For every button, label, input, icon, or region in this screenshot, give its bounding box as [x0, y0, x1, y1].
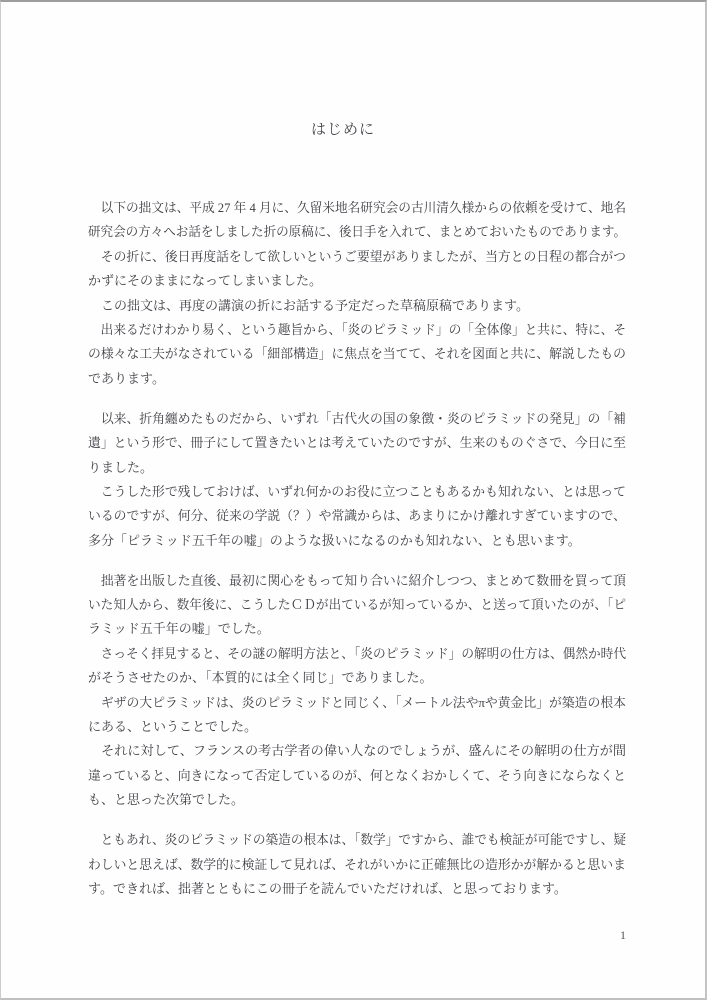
text-line	[88, 318, 626, 342]
text-section	[88, 569, 626, 813]
text-line-content: の様々な工夫がなされている「細部構造」に焦点を当てて、それを図面と共に、解説したもの	[88, 346, 626, 362]
text-line	[88, 529, 626, 553]
text-line-content: にある、ということでした。	[88, 719, 258, 734]
text-line	[88, 504, 626, 528]
page-title: はじめに	[310, 122, 375, 138]
text-section	[88, 828, 626, 901]
text-line	[88, 407, 626, 431]
text-line	[88, 666, 626, 690]
text-line-content: こうした形で残しておけば、いずれ何かのお役に立つこともあるかも知れない、とは思って	[88, 483, 626, 499]
text-line-content: 遺」という形で、冊子にして置きたいとは考えていたのですが、生来のものぐさで、今日に至	[88, 435, 626, 451]
text-line	[88, 739, 626, 763]
text-line-content: 多分「ピラミッド五千年の嘘」のような扱いになるのかも知れない、とも思います。	[88, 532, 581, 548]
text-line	[88, 294, 626, 318]
text-line-content: 研究会の方々へお話をしました折の原稿に、後日手を入れて、まとめておいたものであります。	[88, 224, 626, 240]
text-line	[88, 593, 626, 617]
text-line	[88, 691, 626, 715]
text-line	[88, 342, 626, 366]
text-line	[88, 431, 626, 455]
body-text	[88, 196, 626, 901]
text-line-content: 以来、折角纏めたものだから、いずれ「古代火の国の象徴・炎のピラミッドの発見」の「補	[88, 410, 626, 426]
text-line-content: りました。	[88, 459, 154, 475]
text-line	[88, 480, 626, 504]
text-line-content: す。できれば、拙著とともにこの冊子を読んでいただければ、と思っております。	[88, 880, 567, 896]
text-line-content: いた知人から、数年後に、こうしたＣＤが出ているが知っているか、と送って頂いたのが、「ピ	[88, 597, 626, 613]
text-line	[88, 269, 626, 293]
text-line-content: ギザの大ピラミッドは、炎のピラミッドと同じく、「メートル法やπや黄金比」が築造の根本	[88, 694, 626, 710]
text-line	[88, 245, 626, 269]
text-line-content: 拙著を出版した直後、最初に関心をもって知り合いに紹介しつつ、まとめて数冊を買って頂	[88, 572, 626, 588]
text-line-content: その折に、後日再度話をして欲しいというご要望がありましたが、当方との日程の都合がつ	[88, 248, 626, 264]
text-line	[88, 828, 626, 852]
text-line-content: この拙文は、再度の講演の折にお話する予定だった草稿原稿であります。	[88, 297, 529, 313]
text-line-content: いるのですが、何分、従来の学説（？）や常識からは、あまりにかけ離れすぎていますので、	[88, 508, 626, 524]
text-line	[88, 220, 626, 244]
text-line	[88, 764, 626, 788]
text-line	[88, 715, 626, 739]
text-line	[88, 788, 626, 812]
text-section	[88, 407, 626, 553]
text-line-content: 出来るだけわかり易く、という趣旨から、「炎のピラミッド」の「全体像」と共に、特に、そ	[88, 321, 626, 337]
text-line	[88, 367, 626, 391]
text-line-content: であります。	[88, 370, 165, 386]
text-line-content: 違っていると、向きになって否定しているのが、何となくおかしくて、そう向きにならなくと	[88, 767, 626, 783]
text-line	[88, 642, 626, 666]
text-line-content: わしいと思えば、数学的に検証して見れば、それがいかに正確無比の造形かが解かると思いま	[88, 856, 626, 872]
text-line-content: さっそく拝見すると、その謎の解明方法と、「炎のピラミッド」の解明の仕方は、偶然か時代	[88, 645, 626, 661]
text-line-content: がそうさせたのか、「本質的には全く同じ」でありました。	[88, 670, 433, 686]
text-line-content: 以下の拙文は、平成 27 年 4 月に、久留米地名研究会の古川清久様からの依頼を受けて、地名	[88, 200, 626, 215]
text-line-content: ともあれ、炎のピラミッドの築造の根本は、「数学」ですから、誰でも検証が可能ですし、疑	[88, 832, 626, 848]
text-line	[88, 569, 626, 593]
text-line-content: かずにそのままになってしまいました。	[88, 273, 323, 289]
text-line-content: ラミッド五千年の嘘」でした。	[88, 621, 270, 637]
text-line-content: それに対して、フランスの考古学者の偉い人なのでしょうが、盛んにその解明の仕方が間	[88, 743, 626, 759]
text-line-content: も、と思った次第でした。	[88, 792, 245, 808]
text-line	[88, 853, 626, 877]
text-line	[88, 456, 626, 480]
text-section	[88, 196, 626, 391]
text-line	[88, 196, 626, 220]
text-line	[88, 617, 626, 641]
text-line	[88, 877, 626, 901]
page-number: 1	[620, 928, 626, 942]
